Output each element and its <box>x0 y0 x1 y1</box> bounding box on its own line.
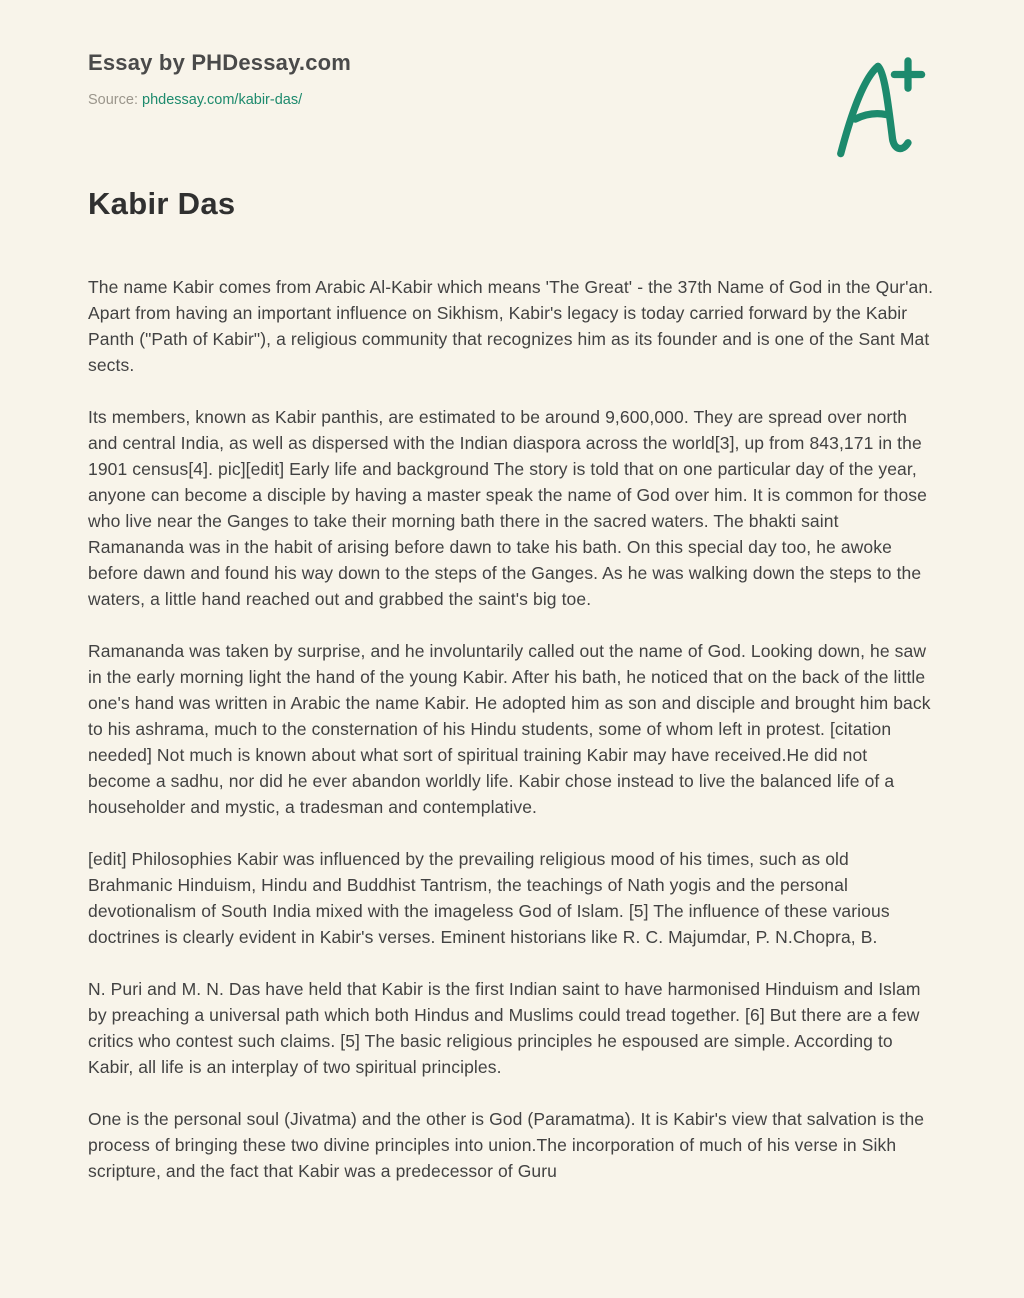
phdessay-a-plus-logo-icon <box>828 46 928 164</box>
paragraph: Ramananda was taken by surprise, and he involuntarily called out the name of God. Looking down, he saw in the early morning light the hand of the young Kabir. After his bath, he noticed that on the back of the little one's hand was written in Arabic the name Kabir. He adopted him as son and disciple and brought him back to his ashrama, much to the consternation of his Hindu students, some of whom left in protest. [citation needed] Not much is known about what sort of spiritual training Kabir may have received.He did not become a sadhu, nor did he ever abandon worldly life. Kabir chose instead to live the balanced life of a householder and mystic, a tradesman and contemplative. <box>88 641 931 817</box>
paragraph: Its members, known as Kabir panthis, are estimated to be around 9,600,000. They are spread over north and central India, as well as dispersed with the Indian diaspora across the world[3], up from 843,171 in the 1901 census[4]. pic][edit] Early life and background The story is told that on one particular day of the year, anyone can become a disciple by having a master speak the name of God over him. It is common for those who live near the Ganges to take their morning bath there in the sacred waters. The bhakti saint Ramananda was in the habit of arising before dawn to take his bath. On this special day too, he awoke before dawn and found his way down to the steps of the Ganges. As he was walking down the steps to the waters, a little hand reached out and grabbed the saint's big toe. <box>88 407 927 609</box>
source-label: Source: <box>88 92 138 108</box>
article-body <box>88 274 934 1184</box>
source-link[interactable]: phdessay.com/kabir-das/ <box>142 92 303 108</box>
paragraph: One is the personal soul (Jivatma) and the other is God (Paramatma). It is Kabir's view that salvation is the process of bringing these two divine principles into union.The incorporation of much of his verse in Sikh scripture, and the fact that Kabir was a predecessor of Guru <box>88 1109 925 1181</box>
byline: Essay by PHDessay.com <box>88 50 352 75</box>
paragraph: N. Puri and M. N. Das have held that Kabir is the first Indian saint to have harmonised Hinduism and Islam by preaching a universal path which both Hindus and Muslims could tread together. [6] But there are a few critics who contest such claims. [5] The basic religious principles he espoused are simple. According to Kabir, all life is an interplay of two spiritual principles. <box>88 979 921 1077</box>
paragraph: [edit] Philosophies Kabir was influenced by the prevailing religious mood of his times, such as old Brahmanic Hinduism, Hindu and Buddhist Tantrism, the teachings of Nath yogis and the personal devotionalism of South India mixed with the imageless God of Islam. [5] The influence of these various doctrines is clearly evident in Kabir's verses. Eminent historians like R. C. Majumdar, P. N.Chopra, B. <box>88 849 890 947</box>
paragraph: The name Kabir comes from Arabic Al-Kabir which means 'The Great' - the 37th Name of God in the Qur'an. Apart from having an important influence on Sikhism, Kabir's legacy is today carried forward by the Kabir Panth ("Path of Kabir"), a religious community that recognizes him as its founder and is one of the Sant Mat sects. <box>88 277 934 375</box>
page-title: Kabir Das <box>88 186 236 221</box>
source-line <box>88 92 934 108</box>
